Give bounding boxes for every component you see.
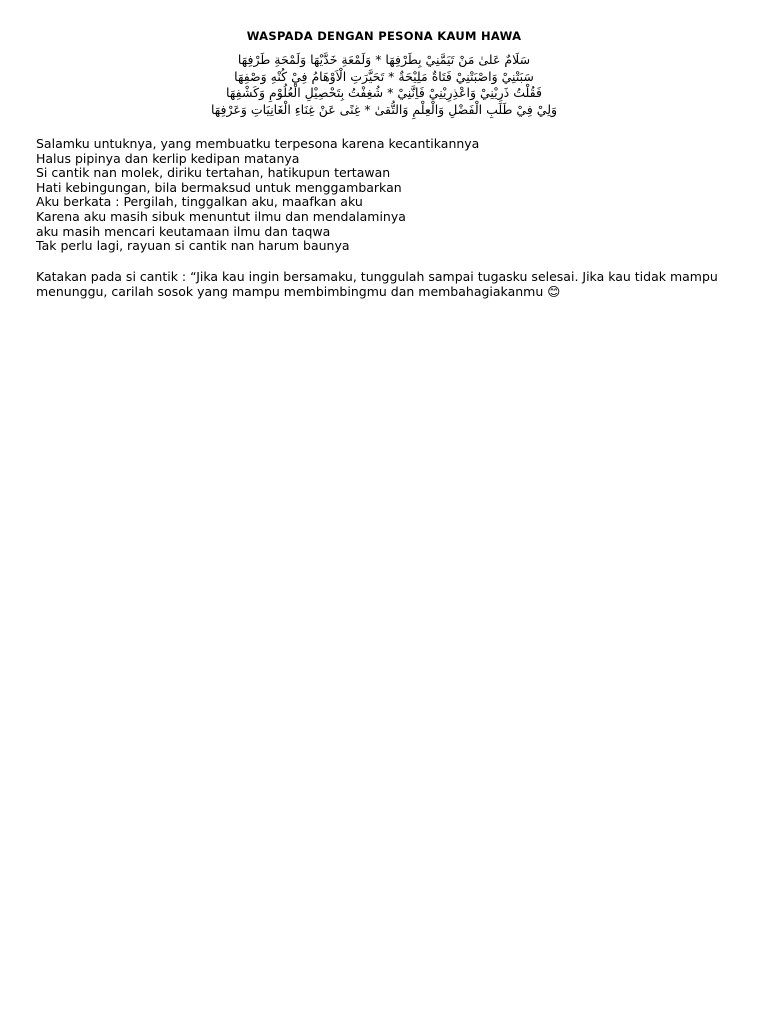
translation-poem — [36, 137, 736, 254]
poem-line-2: Halus pipinya dan kerlip kedipan matanya — [36, 150, 300, 166]
poem-line-3: Si cantik nan molek, diriku tertahan, hatikupun tertawan — [36, 165, 391, 181]
poem-line-1: Salamku untuknya, yang membuatku terpesona karena kecantikannya — [36, 136, 480, 151]
poem-line-6: Karena aku masih sibuk menuntut ilmu dan mendalaminya — [36, 208, 406, 224]
arabic-line-4: وَلِيْ فِيْ طَلَبِ الْفَضْلِ وَالْعِلْمِ وَالتُّقىٰ * غِنًى عَنْ غِنَاءِ الْغَانِيَاتِ وَعَرْفِهَا — [210, 101, 558, 117]
arabic-verse — [100, 52, 668, 118]
poem-line-4: Hati kebingungan, bila bermaksud untuk menggambarkan — [36, 179, 402, 195]
closing-paragraph: Katakan pada si cantik : “Jika kau ingin bersamaku, tunggulah sampai tugasku selesai. Jika kau tidak mampu menunggu, carilah sosok yang mampu membimbingmu dan membahagiakanmu 😊 — [36, 269, 718, 299]
poem-line-5: Aku berkata : Pergilah, tinggalkan aku, maafkan aku — [36, 194, 363, 210]
arabic-line-1: سَلَامٌ عَلىٰ مَنْ تَيَمَّنِيْ بِطَرْفِهَا * وَلَمْعَةِ خَدَّيْهَا وَلَمْحَةِ طَرْفِهَا — [237, 52, 531, 67]
poem-line-8: Tak perlu lagi, rayuan si cantik nan harum baunya — [36, 238, 350, 254]
poem-line-7: aku masih mencari keutamaan ilmu dan taqwa — [36, 223, 331, 239]
arabic-line-3: فَقُلْتُ ذَرِيْنِيْ وَاعْذِرِيْنِيْ فَاِنَّنِيْ * شُغِفْتُ بِتَحْصِيْلِ الْعُلُوْمِ وَكَشْفِهَا — [226, 85, 542, 100]
arabic-line-2: سَبَتْنِيْ وَاصْبَتْنِيْ فَتَاةٌ مَلِيْحَةٌ * تَحَيَّرَتِ الْاَوْهَامُ فِيْ كُنْهِ وَصْفِهَا — [234, 68, 534, 84]
document-title: WASPADA DENGAN PESONA KAUM HAWA — [246, 29, 522, 43]
